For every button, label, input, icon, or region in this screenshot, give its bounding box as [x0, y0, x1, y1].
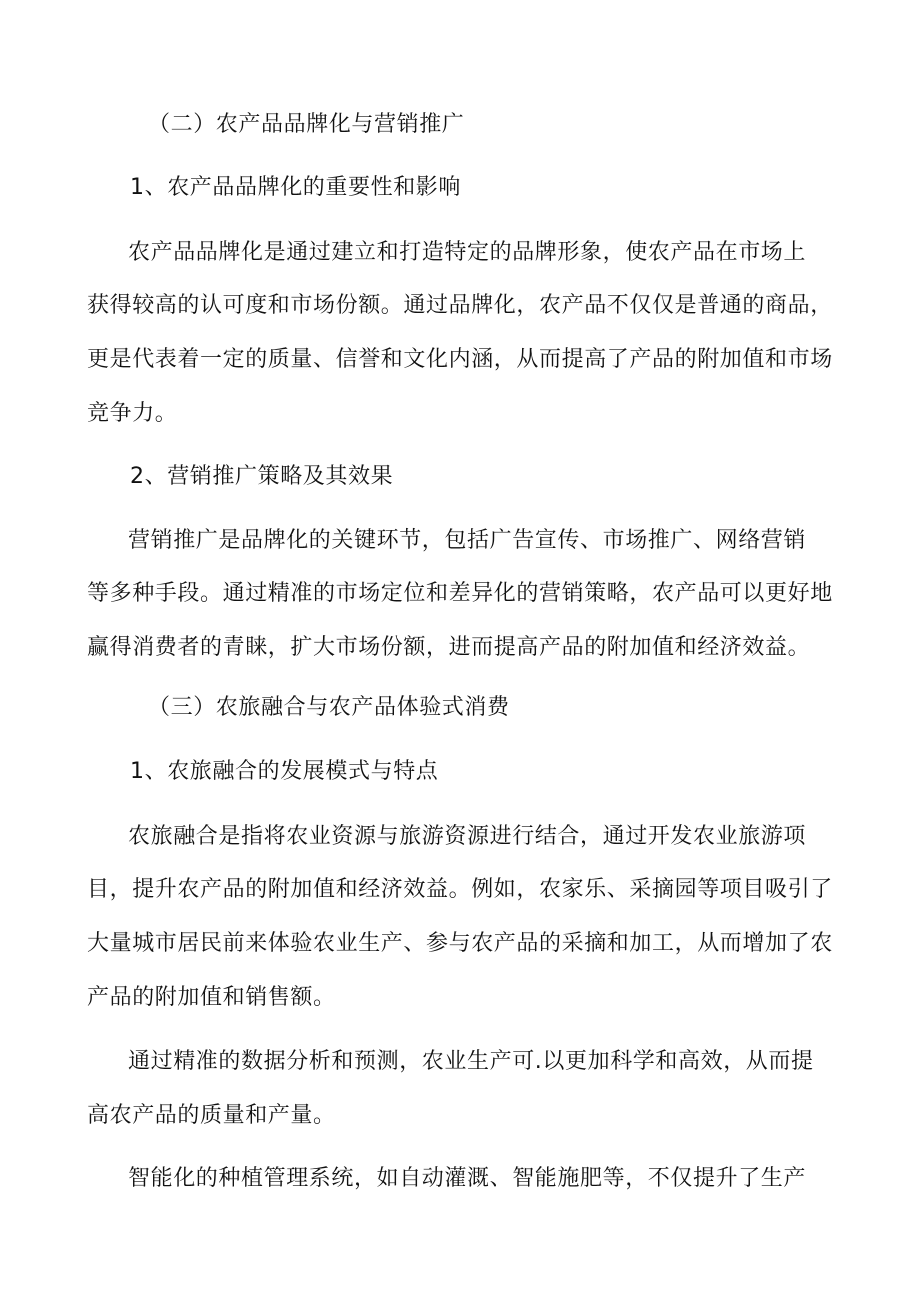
paragraph-line: 赢得消费者的青睐，扩大市场份额，进而提高产品的附加值和经济效益。: [87, 635, 811, 660]
paragraph-line: 通过精准的数据分析和预测，农业生产可.以更加科学和高效，从而提: [128, 1049, 814, 1074]
paragraph-line: 产品的附加值和销售额。: [87, 985, 336, 1010]
paragraph-line: 竞争力。: [87, 401, 178, 426]
paragraph-line: 农旅融合是指将农业资源与旅游资源进行结合，通过开发农业旅游项: [128, 824, 807, 849]
paragraph-line: 更是代表着一定的质量、信誉和文化内涵，从而提高了产品的附加值和市场: [87, 347, 833, 372]
subsection-heading: 2、营销推广策略及其效果: [130, 464, 394, 489]
subsection-heading: 1、农旅融合的发展模式与特点: [130, 759, 439, 784]
paragraph-line: 目，提升农产品的附加值和经济效益。例如，农家乐、采摘园等项目吸引了: [87, 877, 833, 902]
section-heading: （三）农旅融合与农产品体验式消费: [148, 695, 510, 720]
paragraph-line: 农产品品牌化是通过建立和打造特定的品牌形象，使农产品在市场上: [128, 240, 807, 265]
paragraph-line: 获得较高的认可度和市场份额。通过品牌化，农产品不仅仅是普通的商品，: [87, 293, 833, 318]
paragraph-line: 营销推广是品牌化的关键环节，包括广告宣传、市场推广、网络营销: [128, 528, 807, 553]
paragraph-line: 等多种手段。通过精准的市场定位和差异化的营销策略，农产品可以更好地: [87, 581, 833, 606]
paragraph-line: 高农产品的质量和产量。: [87, 1103, 336, 1128]
paragraph-line: 智能化的种植管理系统，如自动灌溉、智能施肥等，不仅提升了生产: [128, 1166, 807, 1191]
subsection-heading: 1、农产品品牌化的重要性和影响: [130, 175, 461, 200]
section-heading: （二）农产品品牌化与营销推广: [148, 112, 465, 137]
paragraph-line: 大量城市居民前来体验农业生产、参与农产品的采摘和加工，从而增加了农: [87, 931, 833, 956]
